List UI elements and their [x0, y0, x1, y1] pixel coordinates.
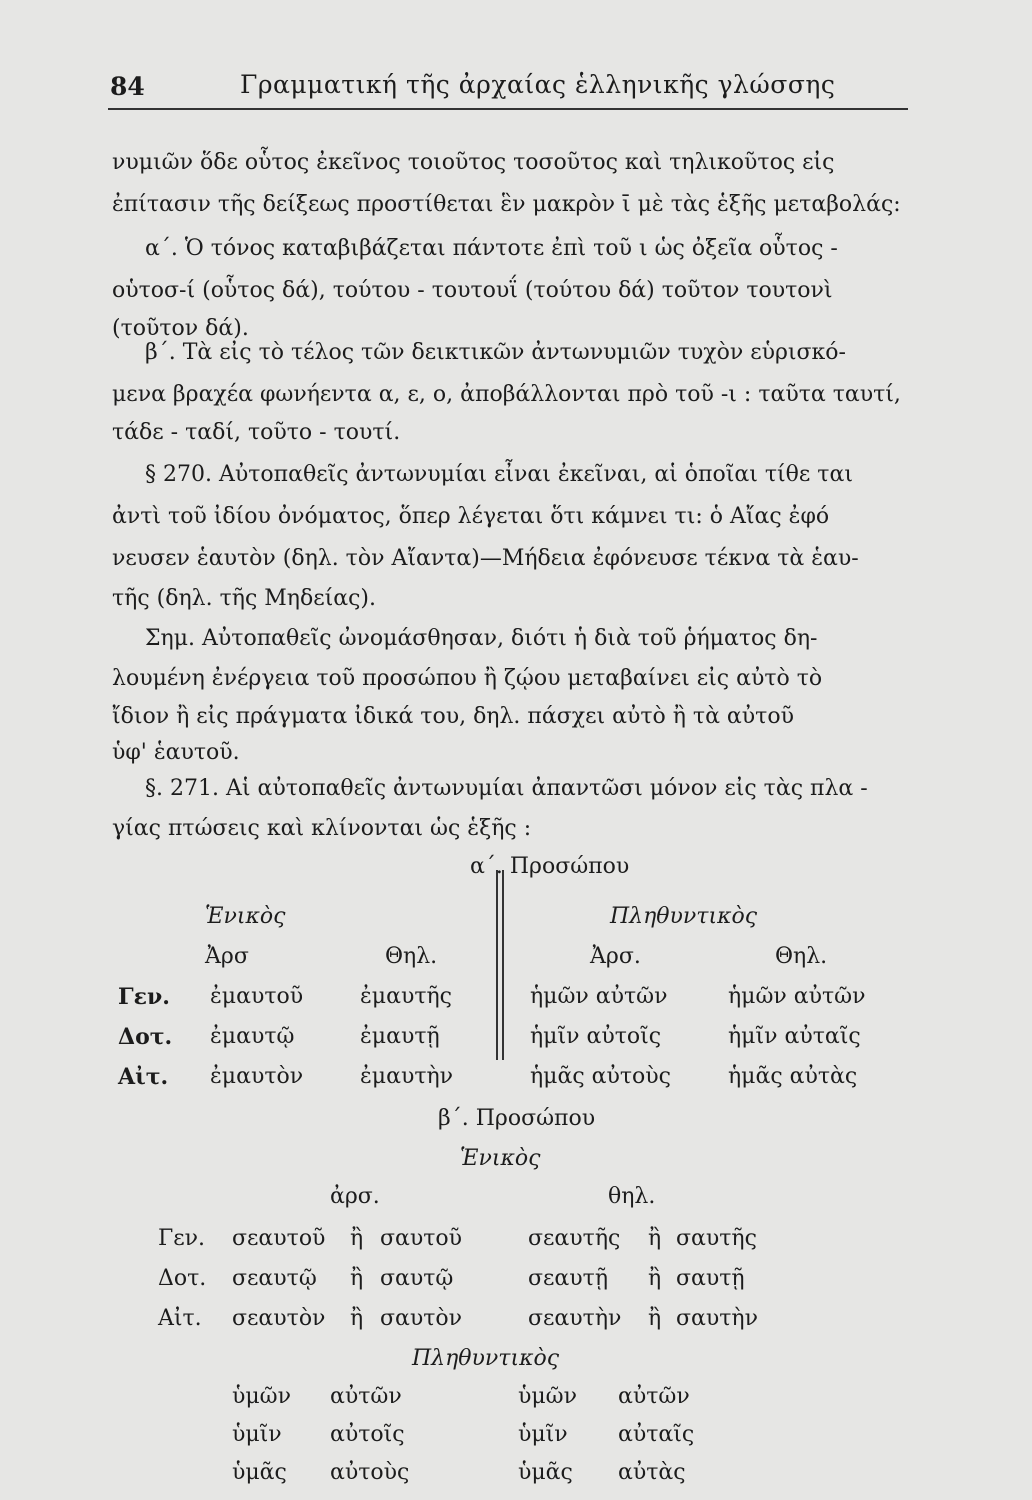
table-cell: ἢ: [350, 1226, 364, 1251]
gender-label: Ἀρσ.: [590, 944, 641, 969]
table-cell: αὐτῶν: [618, 1384, 690, 1409]
gender-label: Ἀρσ: [205, 944, 249, 969]
case-label: Δοτ.: [118, 1024, 173, 1050]
gender-label: Θηλ.: [775, 944, 828, 969]
text-line: ὑφ' ἑαυτοῦ.: [112, 740, 240, 765]
table-cell: ἢ: [648, 1226, 662, 1251]
table-cell: αὐτῶν: [330, 1384, 402, 1409]
text-line: α΄. Ὁ τόνος καταβιβάζεται πάντοτε ἐπὶ τοῦ ι ὡς ὀξεῖα οὗτος -: [145, 236, 838, 261]
table-cell: ἢ: [350, 1266, 364, 1291]
table-cell: αὐτὰς: [618, 1460, 686, 1485]
table-cell: ἡμῖν αὐταῖς: [728, 1024, 861, 1049]
text-line: §. 271. Αἱ αὐτοπαθεῖς ἀντωνυμίαι ἀπαντῶσι μόνον εἰς τὰς πλα -: [145, 776, 868, 801]
table-cell: ἢ: [648, 1306, 662, 1331]
text-line: γίας πτώσεις καὶ κλίνονται ὡς ἑξῆς :: [112, 816, 532, 841]
table-cell: ἐμαυτῷ: [210, 1024, 295, 1049]
text-line: § 270. Αὐτοπαθεῖς ἀντωνυμίαι εἶναι ἐκεῖναι, αἱ ὁποῖαι τίθε ται: [145, 462, 853, 487]
table-cell: αὐταῖς: [618, 1422, 695, 1447]
number-label-plural: Πληθυντικὸς: [412, 1346, 560, 1371]
table-cell: ἡμᾶς αὐτοὺς: [530, 1064, 671, 1089]
text-line: τάδε - ταδί, τοῦτο - τουτί.: [112, 420, 401, 445]
table-cell: ἐμαυτῇ: [360, 1024, 440, 1049]
case-label: Δοτ.: [158, 1266, 207, 1291]
table-cell: ἢ: [648, 1266, 662, 1291]
table-cell: σεαυτὸν: [232, 1306, 326, 1331]
number-label-plural: Πληθυντικὸς: [610, 904, 758, 929]
table-cell: ὑμᾶς: [518, 1460, 573, 1485]
number-label-singular: Ἑνικὸς: [460, 1146, 541, 1171]
text-line: οὑτοσ-ί (οὗτος δά), τούτου - τουτουΐ (τούτου δά) τοῦτον τουτονὶ: [112, 278, 833, 303]
table-cell: ἡμῶν αὐτῶν: [530, 984, 668, 1009]
column-divider: [496, 870, 498, 1060]
table-cell: ἐμαυτῆς: [360, 984, 453, 1009]
text-line: νυμιῶν ὅδε οὗτος ἐκεῖνος τοιοῦτος τοσοῦτος καὶ τηλικοῦτος εἰς: [112, 150, 835, 175]
text-line: Σημ. Αὐτοπαθεῖς ὠνομάσθησαν, διότι ἡ διὰ τοῦ ῥήματος δη-: [145, 626, 818, 651]
column-divider: [502, 870, 504, 1060]
table-cell: σαυτῷ: [380, 1266, 454, 1291]
table-cell: ἡμᾶς αὐτὰς: [728, 1064, 858, 1089]
table-cell: ὑμᾶς: [232, 1460, 287, 1485]
table-cell: σαυτοῦ: [380, 1226, 463, 1251]
text-line: λουμένη ἐνέργεια τοῦ προσώπου ἢ ζῴου μεταβαίνει εἰς αὐτὸ τὸ: [112, 666, 823, 691]
table-heading: α΄. Προσώπου: [470, 854, 630, 879]
table-cell: ἡμῖν αὐτοῖς: [530, 1024, 662, 1049]
table-cell: σεαυτῆς: [528, 1226, 621, 1251]
table-cell: σαυτὴν: [676, 1306, 758, 1331]
table-cell: αὐτοὺς: [330, 1460, 410, 1485]
table-heading: β΄. Προσώπου: [438, 1106, 596, 1131]
case-label: Αἰτ.: [118, 1064, 169, 1090]
table-cell: σεαυτοῦ: [232, 1226, 326, 1251]
table-cell: ἐμαυτὴν: [360, 1064, 454, 1089]
text-line: τῆς (δηλ. τῆς Μηδείας).: [112, 586, 376, 611]
text-line: μενα βραχέα φωνήεντα α, ε, ο, ἀποβάλλονται πρὸ τοῦ -ι : ταῦτα ταυτί,: [112, 382, 901, 407]
running-title: Γραμματική τῆς ἀρχαίας ἑλληνικῆς γλώσσης: [240, 70, 836, 99]
header-rule: [108, 108, 908, 110]
table-cell: ἡμῶν αὐτῶν: [728, 984, 866, 1009]
text-line: ἴδιον ἢ εἰς πράγματα ἰδικά του, δηλ. πάσχει αὐτὸ ἢ τὰ αὐτοῦ: [112, 704, 794, 729]
text-line: ἀντὶ τοῦ ἰδίου ὀνόματος, ὅπερ λέγεται ὅτι κάμνει τι: ὁ Αἴας ἐφό: [112, 504, 830, 529]
case-label: Αἰτ.: [158, 1306, 202, 1331]
gender-label: ἀρσ.: [330, 1184, 380, 1209]
case-label: Γεν.: [118, 984, 170, 1010]
number-label-singular: Ἑνικὸς: [205, 904, 286, 929]
table-cell: ἢ: [350, 1306, 364, 1331]
table-cell: ὑμῖν: [518, 1422, 568, 1447]
table-cell: ὑμῶν: [518, 1384, 577, 1409]
text-line: (τοῦτον δά).: [112, 316, 249, 341]
text-line: νευσεν ἑαυτὸν (δηλ. τὸν Αἴαντα)—Μήδεια ἐφόνευσε τέκνα τὰ ἑαυ-: [112, 546, 859, 571]
table-cell: σεαυτὴν: [528, 1306, 622, 1331]
table-cell: ἐμαυτὸν: [210, 1064, 304, 1089]
table-cell: σαυτῇ: [676, 1266, 745, 1291]
table-cell: σεαυτῷ: [232, 1266, 317, 1291]
page-number: 84: [110, 72, 145, 101]
table-cell: σαυτὸν: [380, 1306, 463, 1331]
gender-label: θηλ.: [608, 1184, 656, 1209]
table-cell: ἐμαυτοῦ: [210, 984, 304, 1009]
table-cell: ὑμῶν: [232, 1384, 291, 1409]
table-cell: αὐτοῖς: [330, 1422, 405, 1447]
case-label: Γεν.: [158, 1226, 206, 1251]
gender-label: Θηλ.: [385, 944, 438, 969]
table-cell: σαυτῆς: [676, 1226, 757, 1251]
text-line: β΄. Τὰ εἰς τὸ τέλος τῶν δεικτικῶν ἀντωνυμιῶν τυχὸν εὑρισκό-: [145, 340, 846, 365]
table-cell: ὑμῖν: [232, 1422, 282, 1447]
table-cell: σεαυτῇ: [528, 1266, 608, 1291]
text-line: ἐπίτασιν τῆς δείξεως προστίθεται ἓν μακρὸν ῑ μὲ τὰς ἑξῆς μεταβολάς:: [112, 192, 901, 217]
